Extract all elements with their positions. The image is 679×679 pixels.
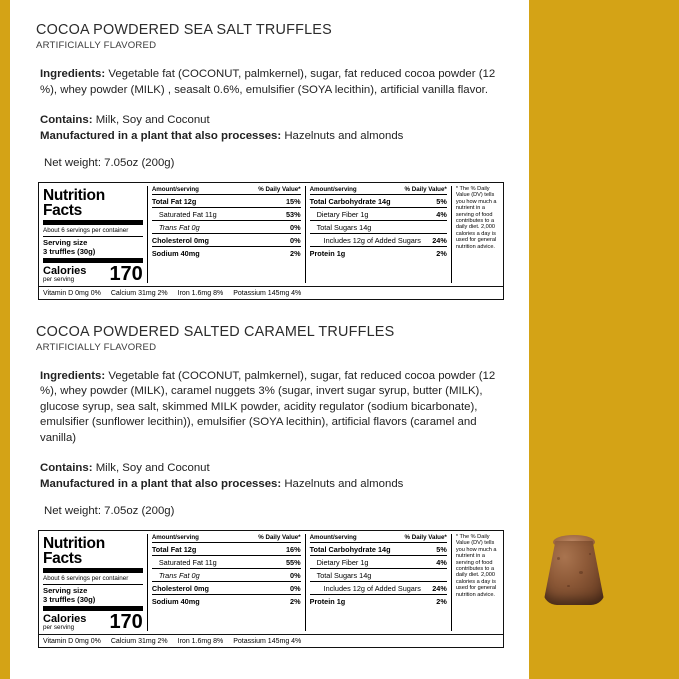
ingredients-label: Ingredients: bbox=[40, 369, 106, 382]
nutrient-rows-right bbox=[310, 195, 447, 259]
nutrition-title-line1: Nutrition bbox=[43, 187, 105, 204]
nutrient-daily-value: 5% bbox=[436, 196, 447, 206]
servings-per-container: About 6 servings per container bbox=[43, 227, 129, 234]
micronutrient-item: Potassium 145mg 4% bbox=[233, 289, 302, 297]
label-content bbox=[10, 0, 529, 648]
column-header bbox=[310, 186, 447, 195]
nutrient-name: Sodium 40mg bbox=[151, 248, 200, 258]
nutrient-daily-value: 0% bbox=[290, 583, 301, 593]
manufactured-text: Hazelnuts and almonds bbox=[281, 478, 404, 490]
header-dv: % Daily Value* bbox=[258, 534, 301, 541]
nutrient-daily-value: 0% bbox=[290, 235, 301, 245]
nutrient-row bbox=[152, 543, 301, 556]
nutrient-row bbox=[152, 234, 301, 247]
nutrient-name: Saturated Fat 11g bbox=[158, 557, 217, 567]
nutrient-name: Total Fat 12g bbox=[151, 544, 197, 554]
calories-row bbox=[43, 613, 143, 631]
nutrient-rows-right bbox=[310, 543, 447, 607]
column-header bbox=[152, 186, 301, 195]
header-amount: Amount/serving bbox=[309, 534, 357, 541]
nutrient-row bbox=[310, 247, 447, 259]
nutrient-row bbox=[152, 556, 301, 569]
calories-label: Calories bbox=[43, 613, 87, 625]
header-dv: % Daily Value* bbox=[258, 186, 301, 193]
calories-sub: per serving bbox=[43, 276, 75, 283]
calories-label-group bbox=[43, 614, 86, 631]
truffle-body bbox=[543, 541, 605, 605]
truffle-speck bbox=[579, 571, 583, 574]
header-amount: Amount/serving bbox=[151, 186, 199, 193]
nutrition-footer-strip-1 bbox=[38, 287, 504, 300]
nutrition-right-column bbox=[305, 186, 451, 283]
nutrient-name: Total Carbohydrate 14g bbox=[309, 196, 391, 206]
micronutrient-item: Calcium 31mg 2% bbox=[110, 637, 168, 645]
allergen-block bbox=[36, 112, 505, 144]
nutrient-row bbox=[310, 543, 447, 556]
manufactured-label: Manufactured in a plant that also processes: bbox=[40, 130, 282, 142]
column-header bbox=[152, 534, 301, 543]
micronutrient-item: Iron 1.6mg 8% bbox=[177, 289, 224, 297]
daily-value-note: * The % Daily Value (DV) tells you how much a nutrient in a serving of food contributes to a daily diet. 2,000 calories a day is used for general nutrition advice. bbox=[455, 186, 497, 250]
micronutrient-item: Potassium 145mg 4% bbox=[233, 637, 302, 645]
ingredients-label: Ingredients: bbox=[40, 68, 106, 80]
net-weight: Net weight: 7.05oz (200g) bbox=[44, 505, 175, 517]
manufactured-line bbox=[40, 128, 505, 144]
product-block-1 bbox=[36, 22, 505, 300]
contains-line bbox=[40, 460, 505, 476]
nutrition-facts-title bbox=[43, 186, 143, 218]
nutrient-daily-value: 0% bbox=[290, 570, 301, 580]
nutrition-facts-panel-2 bbox=[38, 530, 504, 635]
nutrient-row bbox=[310, 595, 447, 607]
header-dv: % Daily Value* bbox=[404, 534, 447, 541]
contains-label: Contains: bbox=[40, 114, 93, 126]
ingredients-paragraph bbox=[36, 67, 505, 98]
micronutrient-row bbox=[43, 288, 499, 297]
nutrient-daily-value: 0% bbox=[290, 222, 301, 232]
header-amount: Amount/serving bbox=[151, 534, 199, 541]
calories-label-group bbox=[43, 266, 86, 283]
ingredients-text: Vegetable fat (COCONUT, palmkernel), sugar, fat reduced cocoa powder (12 %), whey powder (MILK), caramel nuggets 3% (sugar, invert sugar syrup, butter (MILK), glucose syrup, sea salt, skimmed MILK powder, acidity regulator (sodium bicarbonate), emulsifier (sunflower lecithin)), emulsifier (SOYA lecithin), artificial flavors (caramel and vanilla) bbox=[40, 369, 496, 444]
daily-value-note: * The % Daily Value (DV) tells you how much a nutrient in a serving of food contributes to a daily diet. 2,000 calories a day is used for general nutrition advice. bbox=[455, 534, 497, 598]
nutrient-name: Dietary Fiber 1g bbox=[316, 209, 369, 219]
nutrient-row bbox=[310, 195, 447, 208]
product-title: COCOA POWDERED SALTED CARAMEL TRUFFLES bbox=[36, 323, 395, 340]
nutrient-row bbox=[310, 208, 447, 221]
serving-size-value: 3 truffles (30g) bbox=[43, 247, 96, 256]
calories-row bbox=[43, 265, 143, 283]
nutrient-name: Total Fat 12g bbox=[151, 196, 197, 206]
rule bbox=[43, 236, 143, 237]
nutrient-name: Trans Fat 0g bbox=[158, 570, 200, 580]
nutrient-daily-value: 24% bbox=[432, 235, 447, 245]
truffle-speck bbox=[557, 557, 560, 560]
nutrition-summary-column bbox=[43, 186, 147, 283]
truffle-speck bbox=[567, 585, 570, 587]
nutrient-daily-value: 55% bbox=[285, 557, 301, 567]
nutrient-row bbox=[152, 195, 301, 208]
manufactured-label: Manufactured in a plant that also processes: bbox=[40, 478, 282, 490]
nutrient-daily-value: 24% bbox=[432, 583, 447, 593]
product-subtitle: ARTIFICIALLY FLAVORED bbox=[36, 40, 157, 51]
nutrient-daily-value: 2% bbox=[290, 248, 301, 258]
truffle-speck bbox=[589, 553, 591, 555]
nutrient-daily-value: 2% bbox=[436, 248, 447, 258]
daily-value-note-column bbox=[451, 186, 499, 283]
nutrient-daily-value: 4% bbox=[436, 557, 447, 567]
nutrient-name: Trans Fat 0g bbox=[158, 222, 200, 232]
nutrition-title-line1: Nutrition bbox=[43, 535, 105, 552]
nutrient-rows-left bbox=[152, 543, 301, 607]
nutrient-name: Total Sugars 14g bbox=[316, 222, 372, 232]
calories-value: 170 bbox=[109, 611, 143, 633]
nutrition-right-column bbox=[305, 534, 451, 631]
nutrient-name: Protein 1g bbox=[309, 596, 346, 606]
nutrient-name: Cholesterol 0mg bbox=[151, 583, 209, 593]
nutrient-daily-value: 15% bbox=[285, 196, 301, 206]
nutrition-left-column bbox=[147, 534, 305, 631]
cocoa-truffle-photo bbox=[539, 527, 611, 613]
nutrition-footer-strip-2 bbox=[38, 635, 504, 648]
contains-label: Contains: bbox=[40, 462, 93, 474]
rule bbox=[43, 584, 143, 585]
nutrient-row bbox=[310, 556, 447, 569]
rule bbox=[43, 568, 143, 573]
contains-text: Milk, Soy and Coconut bbox=[92, 114, 210, 126]
product-title: COCOA POWDERED SEA SALT TRUFFLES bbox=[36, 22, 332, 38]
calories-value: 170 bbox=[109, 263, 143, 285]
serving-size-label: Serving size bbox=[43, 238, 88, 247]
nutrient-name: Total Carbohydrate 14g bbox=[309, 544, 391, 554]
nutrient-row bbox=[152, 247, 301, 259]
micronutrient-item: Vitamin D 0mg 0% bbox=[43, 289, 101, 297]
nutrition-facts-title bbox=[43, 534, 143, 566]
header-dv: % Daily Value* bbox=[404, 186, 447, 193]
nutrient-row bbox=[152, 582, 301, 595]
ingredients-text: Vegetable fat (COCONUT, palmkernel), sugar, fat reduced cocoa powder (12 %), whey powder (MILK) , seasalt 0.6%, emulsifier (SOYA lecithin), artificial vanilla flavor. bbox=[40, 68, 496, 96]
nutrient-name: Protein 1g bbox=[309, 248, 346, 258]
nutrient-row bbox=[310, 569, 447, 582]
micronutrient-row bbox=[43, 636, 499, 645]
nutrition-title-line2: Facts bbox=[43, 550, 82, 567]
nutrient-row bbox=[152, 569, 301, 582]
allergen-block bbox=[36, 460, 505, 492]
nutrient-name: Cholesterol 0mg bbox=[151, 235, 209, 245]
nutrient-daily-value: 53% bbox=[285, 209, 301, 219]
nutrient-row bbox=[310, 234, 447, 247]
nutrient-row bbox=[310, 221, 447, 234]
nutrient-daily-value: 5% bbox=[436, 544, 447, 554]
manufactured-line bbox=[40, 476, 505, 492]
servings-per-container: About 6 servings per container bbox=[43, 575, 129, 582]
micronutrient-item: Iron 1.6mg 8% bbox=[177, 637, 224, 645]
nutrient-daily-value: 2% bbox=[290, 596, 301, 606]
nutrient-name: Sodium 40mg bbox=[151, 596, 200, 606]
nutrient-row bbox=[152, 595, 301, 607]
calories-sub: per serving bbox=[43, 624, 75, 631]
nutrient-daily-value: 2% bbox=[436, 596, 447, 606]
nutrient-name: Saturated Fat 11g bbox=[158, 209, 217, 219]
contains-line bbox=[40, 112, 505, 128]
nutrient-rows-left bbox=[152, 195, 301, 259]
product-subtitle: ARTIFICIALLY FLAVORED bbox=[36, 341, 157, 353]
serving-size-label: Serving size bbox=[43, 586, 88, 595]
nutrient-daily-value: 16% bbox=[285, 544, 301, 554]
nutrition-summary-column bbox=[43, 534, 147, 631]
product-block-2 bbox=[36, 324, 505, 648]
micronutrient-item: Calcium 31mg 2% bbox=[110, 289, 168, 297]
nutrition-title-line2: Facts bbox=[43, 202, 82, 219]
nutrient-row bbox=[152, 208, 301, 221]
daily-value-note-column bbox=[451, 534, 499, 631]
nutrient-name: Includes 12g of Added Sugars bbox=[323, 583, 421, 593]
calories-label: Calories bbox=[43, 265, 87, 277]
column-header bbox=[310, 534, 447, 543]
contains-text: Milk, Soy and Coconut bbox=[92, 462, 210, 474]
ingredients-paragraph bbox=[36, 369, 505, 447]
serving-size-value: 3 truffles (30g) bbox=[43, 595, 96, 604]
nutrient-daily-value: 4% bbox=[436, 209, 447, 219]
spacer bbox=[36, 304, 505, 324]
header-amount: Amount/serving bbox=[309, 186, 357, 193]
nutrient-name: Dietary Fiber 1g bbox=[316, 557, 369, 567]
nutrient-name: Total Sugars 14g bbox=[316, 570, 372, 580]
rule bbox=[43, 220, 143, 225]
label-page bbox=[10, 0, 529, 679]
nutrition-left-column bbox=[147, 186, 305, 283]
nutrient-row bbox=[310, 582, 447, 595]
nutrition-facts-panel-1 bbox=[38, 182, 504, 287]
micronutrient-item: Vitamin D 0mg 0% bbox=[43, 637, 101, 645]
manufactured-text: Hazelnuts and almonds bbox=[281, 130, 404, 142]
nutrient-name: Includes 12g of Added Sugars bbox=[323, 235, 421, 245]
nutrient-row bbox=[152, 221, 301, 234]
net-weight: Net weight: 7.05oz (200g) bbox=[44, 157, 175, 169]
